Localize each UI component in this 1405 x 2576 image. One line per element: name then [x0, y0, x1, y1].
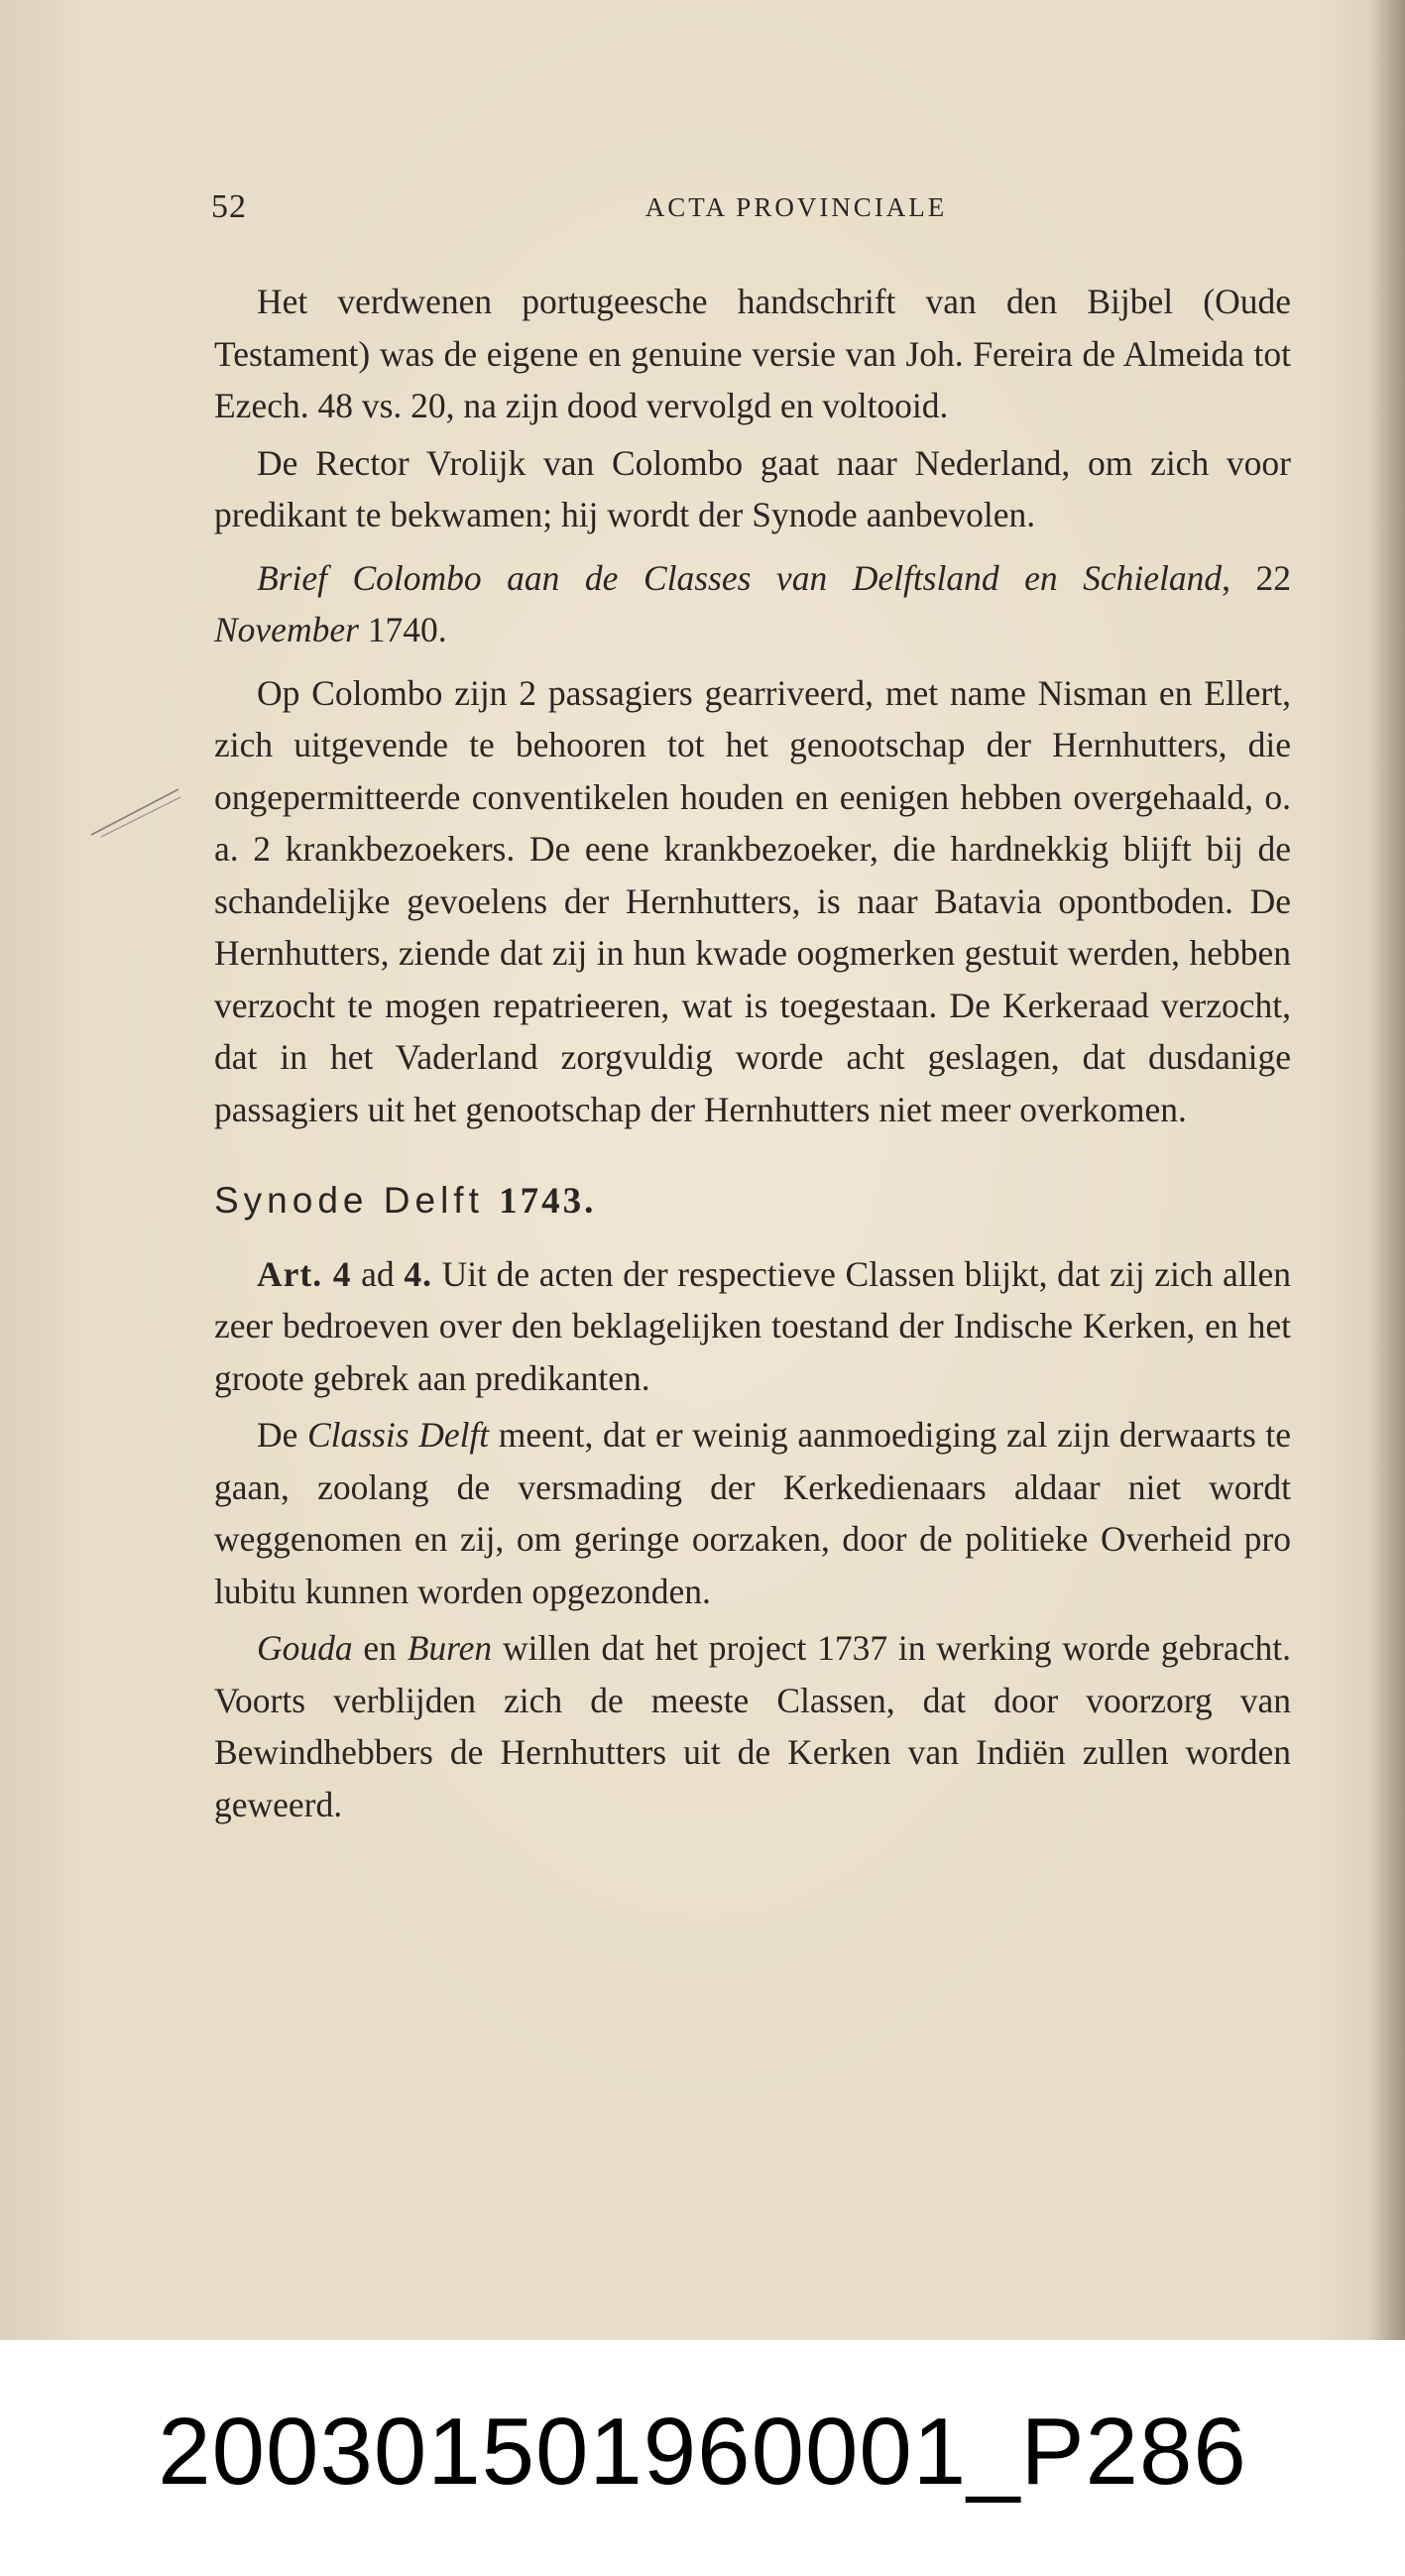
paragraph-bible-manuscript: Het verdwenen portugeesche handschrift van den Bijbel (Oude Testament) was de eigene en genuine versie van Joh. Fereira de Almeida tot Ezech. 48 vs. 20, na zijn dood vervolgd en voltooid. — [214, 282, 1291, 425]
section-heading — [214, 1175, 1291, 1229]
pencil-mark-icon — [87, 783, 186, 843]
letter-separator: , — [1222, 557, 1256, 598]
section-heading-year: 1743. — [499, 1181, 597, 1222]
paragraph-rector-vrolijk: De Rector Vrolijk van Colombo gaat naar Nederland, om zich voor predikant te bekwamen; hij wordt der Synode aanbevolen. — [214, 442, 1291, 534]
paragraph-hernhutters: Op Colombo zijn 2 passagiers gearriveerd, met name Nisman en Ellert, zich uitgevende te behooren tot het genootschap der Hernhutters, die ongepermitteerde conventikelen houden en eenigen hebben overgehaald, o. a. 2 krankbezoekers. De eene krankbezoeker, die hardnekkig blijft bij de schandelijke gevoelens der Hernhutters, is naar Batavia opontboden. De Hernhutters, ziende dat zij in hun kwade oogmerken gestuit werden, hebben verzocht te mogen repatrieeren, wat is toegestaan. De Kerkeraad verzocht, dat in het Vaderland zorgvuldig worde acht geslagen, dat dusdanige passagiers uit het genootschap der Hernhutters niet meer overkomen. — [214, 672, 1291, 1129]
delft-text: meent, dat er weinig aanmoediging zal zijn derwaarts te gaan, zoolang de versmading der Kerkedienaars aldaar niet wordt weggenomen en zij, om geringe oorzaken, door de politieke Overheid pro lubitu kunnen worden opgezonden. — [214, 1415, 1292, 1611]
art-text: Uit de acten der respectieve Classen blijkt, dat zij zich allen zeer bedroeven over den beklagelijken toestand der Indische Kerken, en het groote gebrek aan predikanten. — [214, 1253, 1292, 1398]
art-number: 4. — [404, 1253, 432, 1294]
page-header — [211, 188, 1262, 228]
letter-heading — [214, 552, 1291, 656]
letter-day: 22 — [1255, 557, 1292, 598]
gouda-name: Gouda — [257, 1628, 353, 1668]
page-number: 52 — [211, 188, 247, 225]
delft-lead: De — [257, 1415, 307, 1455]
buren-name: Buren — [407, 1628, 493, 1668]
running-head: ACTA PROVINCIALE — [644, 192, 948, 222]
art-ad: ad — [351, 1253, 405, 1294]
page-edge-shadow — [1369, 0, 1405, 2340]
body-text — [214, 276, 1291, 1830]
art-label: Art. 4 — [257, 1253, 352, 1294]
letter-title: Brief Colombo aan de Classes van Delftsland en Schieland — [257, 557, 1223, 598]
scan-identifier: 20030150196000​1_P286 — [158, 2399, 1247, 2505]
section-heading-text: Synode Delft — [214, 1180, 500, 1221]
paragraph-classis-delft — [214, 1409, 1291, 1617]
letter-month: November — [214, 610, 359, 649]
letter-year: 1740. — [358, 610, 447, 649]
classis-delft-name: Classis Delft — [307, 1415, 490, 1455]
gouda-text: willen dat het project 1737 in werking worde gebracht. Voorts verblijden zich de meeste Classen, dat door voorzorg van Bewindhebbers de Hernhutters uit de Kerken van Indiën zullen worden geweerd. — [214, 1628, 1291, 1824]
paragraph-art-4 — [214, 1248, 1291, 1405]
gouda-en: en — [352, 1628, 408, 1668]
paragraph-gouda-buren — [214, 1622, 1291, 1830]
